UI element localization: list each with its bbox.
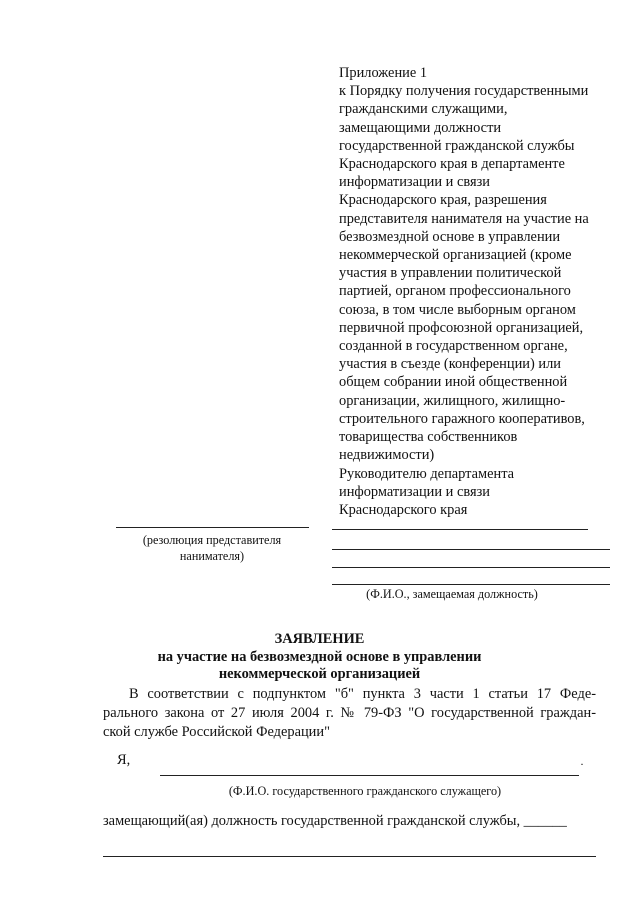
addressee-line-1	[332, 529, 588, 530]
document-subtitle-line1: на участие на безвозмездной основе в управлении	[157, 649, 482, 665]
addressee-block	[339, 465, 514, 520]
appendix-line-6: Краснодарского края в департаменте	[339, 156, 565, 173]
body-line2: рального закона от 27 июля 2004 г. № 79-ФЗ "О государственной граждан-	[103, 705, 596, 721]
appendix-line-10: безвозмездной основе в управлении	[339, 228, 561, 245]
addressee-line-2: информатизации и связи	[339, 484, 490, 501]
appendix-line-19: организации, жилищного, жилищно-	[339, 392, 566, 409]
applicant-name-line	[160, 775, 579, 776]
position-text: замещающий(ая) должность государственной гражданской службы, ______	[103, 813, 567, 829]
addressee-line-2	[332, 549, 610, 550]
appendix-line-20: строительного гаражного кооперативов,	[339, 410, 585, 427]
body-line1: В соответствии с подпунктом "б" пункта 3 части 1 статьи 17 Феде-	[129, 686, 596, 702]
resolution-caption	[112, 532, 312, 564]
applicant-prefix: Я,	[117, 752, 131, 768]
appendix-line-5: государственной гражданской службы	[339, 137, 575, 154]
resolution-caption-line2: нанимателя)	[179, 549, 245, 563]
addressee-line-4	[332, 584, 610, 585]
appendix-line-14: союза, в том числе выборным органом	[339, 301, 576, 318]
body-paragraph	[103, 685, 596, 742]
document-subtitle-line2: некоммерческой организацией	[218, 666, 421, 682]
fio-position-caption: (Ф.И.О., замещаемая должность)	[366, 587, 538, 601]
body-line3: ской службе Российской Федерации"	[103, 724, 330, 740]
appendix-line-9: представителя нанимателя на участие на	[339, 210, 589, 227]
resolution-line	[116, 527, 309, 528]
position-continuation-line	[103, 856, 596, 857]
addressee-line-3	[332, 567, 610, 568]
appendix-line-4: замещающими должности	[339, 119, 502, 136]
appendix-line-22: недвижимости)	[339, 447, 435, 464]
applicant-caption: (Ф.И.О. государственного гражданского служащего)	[228, 784, 502, 798]
resolution-caption-line1: (резолюция представителя	[142, 533, 282, 547]
addressee-line-1: Руководителю департамента	[339, 466, 515, 482]
addressee-line-3: Краснодарского края	[339, 502, 468, 519]
appendix-line-3: гражданскими служащими,	[339, 101, 508, 118]
appendix-line-12: участия в управлении политической	[339, 265, 562, 282]
appendix-line-13: партией, органом профессионального	[339, 283, 571, 300]
appendix-line-1: Приложение 1	[339, 65, 428, 81]
appendix-line-11: некоммерческой организацией (кроме	[339, 247, 572, 264]
appendix-line-16: созданной в государственном органе,	[339, 338, 568, 355]
appendix-block	[339, 64, 629, 464]
appendix-line-17: участия в съезде (конференции) или	[339, 356, 561, 373]
appendix-line-2: к Порядку получения государственными	[339, 83, 589, 100]
appendix-line-18: общем собрании иной общественной	[339, 374, 568, 391]
appendix-line-8: Краснодарского края, разрешения	[339, 192, 547, 209]
appendix-line-7: информатизации и связи	[339, 174, 490, 191]
applicant-line-end-mark: ·	[580, 757, 584, 771]
document-title: ЗАЯВЛЕНИЕ	[274, 631, 365, 647]
appendix-line-21: товарищества собственников	[339, 429, 518, 446]
appendix-line-15: первичной профсоюзной организацией,	[339, 319, 584, 336]
